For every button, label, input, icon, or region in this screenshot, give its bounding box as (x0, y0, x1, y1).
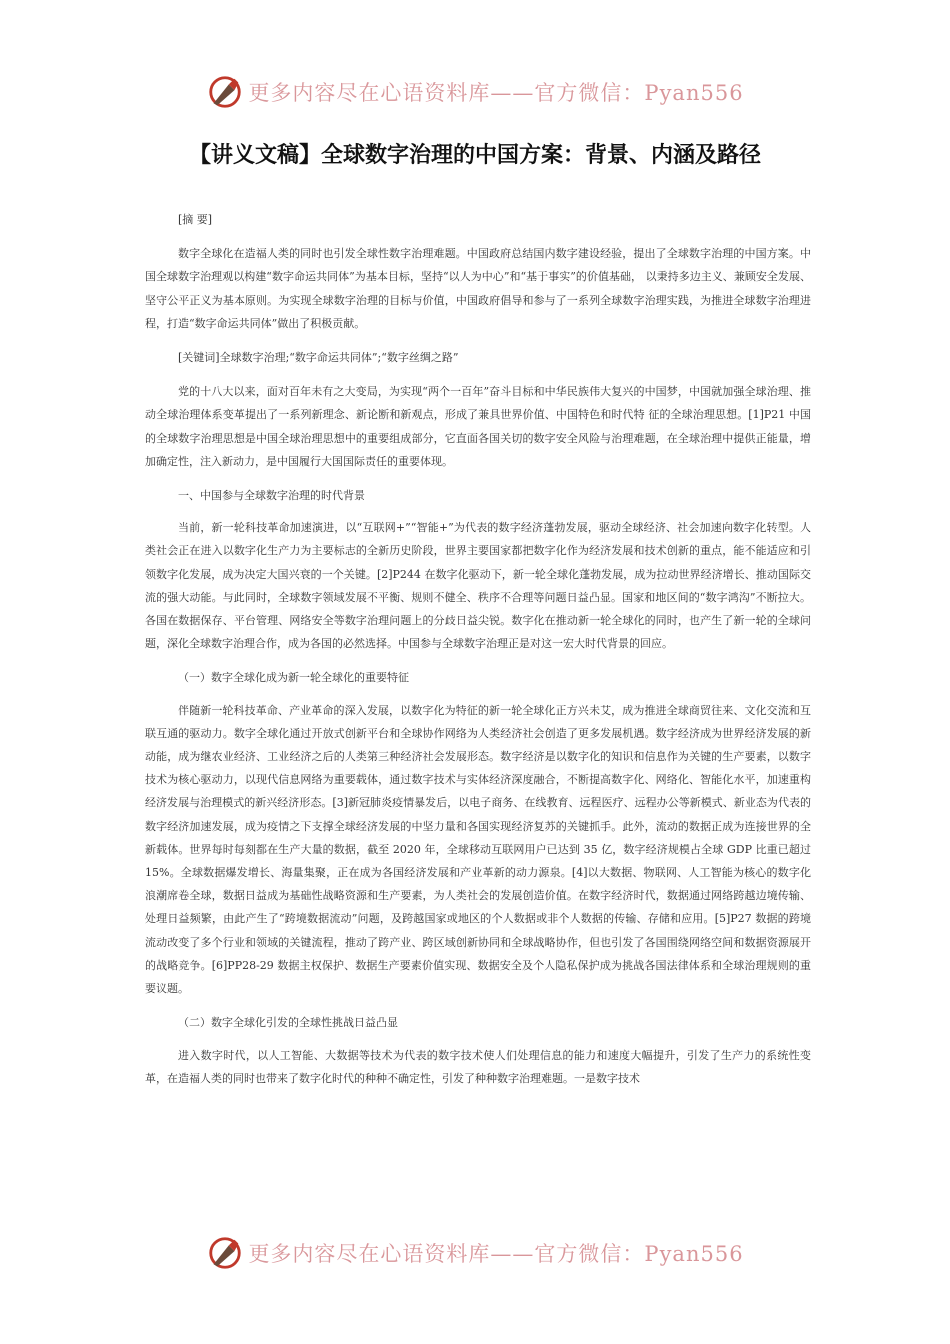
document-title: 【讲义文稿】全球数字治理的中国方案：背景、内涵及路径 (188, 143, 761, 168)
pen-nib-logo-icon (206, 1234, 244, 1272)
header-banner (0, 72, 950, 112)
subsection-heading-2: （二）数字全球化引发的全球性挑战日益凸显 (178, 1016, 398, 1030)
subsection-heading-1: （一）数字全球化成为新一轮全球化的重要特征 (178, 671, 409, 685)
subsection-1-paragraph: 伴随新一轮科技革命、产业革命的深入发展，以数字化为特征的新一轮全球化正方兴未艾，成为推进全球商贸往来、文化交流和互联互通的驱动力。数字全球化通过开放式创新平台和全球协作网络为人类经济社会创造了更多发展机遇。数字经济成为世界经济发展的新动能，成为继农业经济、工业经济之后的人类第三种经济社会发展形态。数字经济是以数字化的知识和信息作为关键的生产要素，以数字技术为核心驱动力，以现代信息网络为重要载体，通过数字技术与实体经济深度融合，不断提高数字化、网络化、智能化水平，加速重构经济发展与治理模式的新兴经济形态。[3]新冠肺炎疫情暴发后，以电子商务、在线教育、远程医疗、远程办公等新模式、新业态为代表的数字经济加速发展，成为疫情之下支撑全球经济发展的中坚力量和各国实现经济复苏的关键抓手。此外，流动的数据正成为连接世界的全新载体。世界每时每刻都在生产大量的数据，截至 2020 年，全球移动互联网用户已达到 35 亿，数字经济规模占全球 GDP 比重已超过 15%。全球数据爆发增长、海量集聚，正在成为各国经济发展和产业革新的动力源泉。[4]以大数据、物联网、人工智能为核心的数字化浪潮席卷全球，数据日益成为基础性战略资源和生产要素，为人类社会的发展创造价值。在数字经济时代，数据通过网络跨越边境传输、处理日益频繁，由此产生了“跨境数据流动”问题，及跨越国家或地区的个人数据或非个人数据的传输、存储和应用。[5]P27 数据的跨境流动改变了多个行业和领域的关键流程，推动了跨产业、跨区域创新协同和全球战略协作，但也引发了各国围绕网络空间和数据资源展开的战略竞争。[6]PP28-29 数据主权保护、数据生产要素价值实现、数据安全及个人隐私保护成为挑战各国法律体系和全球治理规则的重要议题。 (145, 703, 811, 996)
keywords-paragraph: [关键词]全球数字治理;“数字命运共同体”;“数字丝绸之路” (178, 351, 459, 365)
section-heading-1: 一、中国参与全球数字治理的时代背景 (178, 489, 365, 503)
banner-text: 更多内容尽在心语资料库——官方微信：Pyan556 (248, 1242, 744, 1266)
document-body (145, 208, 811, 1101)
banner-text: 更多内容尽在心语资料库——官方微信：Pyan556 (248, 81, 744, 105)
subsection-2-paragraph: 进入数字时代，以人工智能、大数据等技术为代表的数字技术使人们处理信息的能力和速度大幅提升，引发了生产力的系统性变革，在造福人类的同时也带来了数字化时代的种种不确定性，引发了种种数字治理难题。一是数字技术 (145, 1048, 811, 1085)
footer-banner (0, 1233, 950, 1273)
section-1-paragraph: 当前，新一轮科技革命加速演进，以“互联网+”“智能+”为代表的数字经济蓬勃发展，驱动全球经济、社会加速向数字化转型。人类社会正在进入以数字化生产力为主要标志的全新历史阶段，世界主要国家都把数字化作为经济发展和技术创新的重点，能不能适应和引领数字化发展，成为决定大国兴衰的一个关键。[2]P244 在数字化驱动下，新一轮全球化蓬勃发展，成为拉动世界经济增长、推动国际交流的强大动能。与此同时，全球数字领域发展不平衡、规则不健全、秩序不合理等问题日益凸显。国家和地区间的“数字鸿沟”不断拉大。各国在数据保存、平台管理、网络安全等数字治理问题上的分歧日益尖锐。数字化在推动新一轮全球化的同时，也产生了新一轮的全球问题，深化全球数字治理合作，成为各国的必然选择。中国参与全球数字治理正是对这一宏大时代背景的回应。 (145, 521, 811, 651)
abstract-paragraph: 数字全球化在造福人类的同时也引发全球性数字治理难题。中国政府总结国内数字建设经验，提出了全球数字治理的中国方案。中国全球数字治理观以构建“数字命运共同体”为基本目标，坚持“以人为中心”和“基于事实”的价值基础， 以秉持多边主义、兼顾安全发展、坚守公平正义为基本原则。为实现全球数字治理的目标与价值，中国政府倡导和参与了一系列全球数字治理实践，为推进全球数字治理进程，打造“数字命运共同体”做出了积极贡献。 (145, 247, 811, 330)
intro-paragraph: 党的十八大以来，面对百年未有之大变局，为实现“两个一百年”奋斗目标和中华民族伟大复兴的中国梦，中国就加强全球治理、推动全球治理体系变革提出了一系列新理念、新论断和新观点，形成了兼具世界价值、中国特色和时代特 征的全球治理思想。[1]P21 中国的全球数字治理思想是中国全球治理思想中的重要组成部分，它直面各国关切的数字安全风险与治理难题，在全球治理中提供正能量，增加确定性，注入新动力，是中国履行大国国际责任的重要体现。 (145, 385, 811, 468)
abstract-label: [摘 要] (178, 213, 213, 226)
pen-nib-logo-icon (206, 73, 244, 111)
